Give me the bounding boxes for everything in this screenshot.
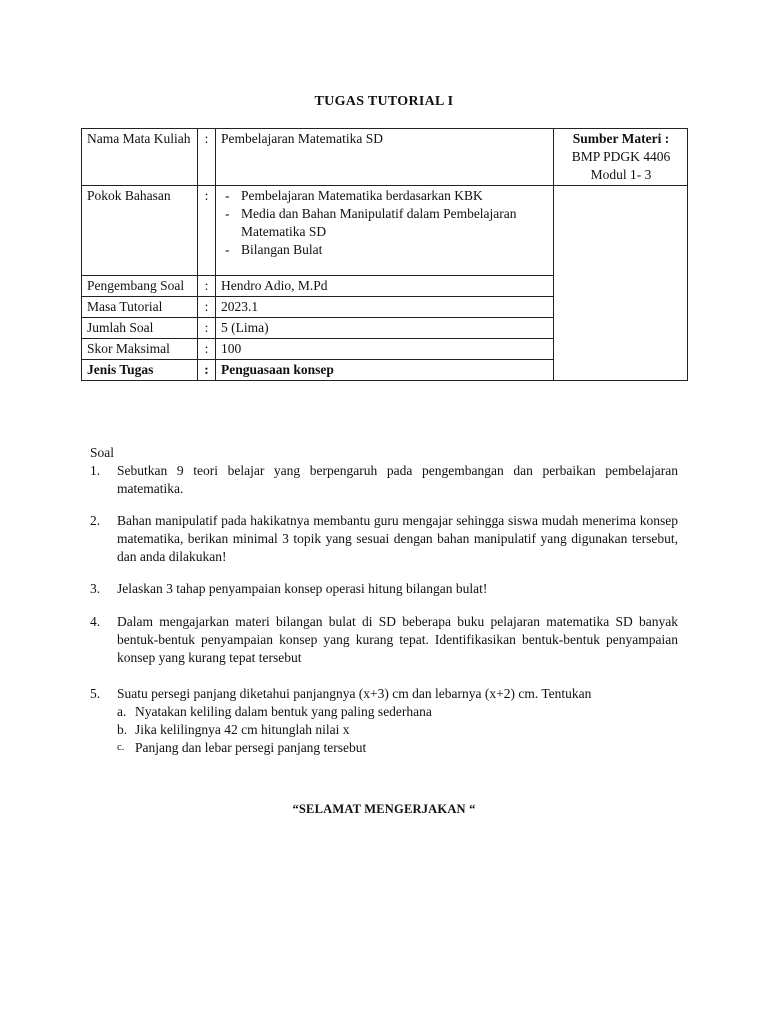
jenis-tugas-label: Jenis Tugas <box>82 360 198 381</box>
skor-maksimal-value: 100 <box>216 339 554 360</box>
course-info-table <box>81 128 688 381</box>
question-number: 3. <box>90 581 101 596</box>
sub-question-label: a. <box>117 704 127 719</box>
pokok-bahasan-list <box>221 187 549 259</box>
question-3 <box>90 580 678 598</box>
sub-question-text: Nyatakan keliling dalam bentuk yang paling sederhana <box>135 704 432 719</box>
question-2 <box>90 512 678 566</box>
sumber-materi-empty-cell <box>554 186 688 381</box>
question-text: Jelaskan 3 tahap penyampaian konsep operasi hitung bilangan bulat! <box>117 581 488 596</box>
nama-mata-kuliah-value: Pembelajaran Matematika SD <box>216 129 554 186</box>
list-item: - Media dan Bahan Manipulatif dalam Pembelajaran Matematika SD <box>221 205 549 241</box>
pokok-bahasan-label: Pokok Bahasan <box>82 186 198 276</box>
pokok-bahasan-value <box>216 186 554 276</box>
list-item: - Bilangan Bulat <box>221 241 549 259</box>
masa-tutorial-value: 2023.1 <box>216 297 554 318</box>
jumlah-soal-label: Jumlah Soal <box>82 318 198 339</box>
colon: : <box>198 276 216 297</box>
row-nama-mata-kuliah <box>82 129 688 186</box>
document-title: TUGAS TUTORIAL I <box>314 94 454 109</box>
jumlah-soal-value: 5 (Lima) <box>216 318 554 339</box>
skor-maksimal-label: Skor Maksimal <box>82 339 198 360</box>
question-5-body <box>117 685 678 757</box>
question-number: 4. <box>90 614 101 629</box>
closing-message: “SELAMAT MENGERJAKAN “ <box>292 802 476 816</box>
question-text: Bahan manipulatif pada hakikatnya membantu guru mengajar sehingga siswa mudah menerima konsep matematika, berikan minimal 3 topik yang sesuai dengan bahan manipulatif yang digunakan tersebut, dan anda dilakukan! <box>117 513 678 564</box>
sub-question-b <box>117 721 678 739</box>
question-5 <box>90 685 678 757</box>
sumber-materi-cell <box>554 129 688 186</box>
soal-heading: Soal <box>90 445 115 460</box>
sumber-materi-label: Sumber Materi : <box>572 131 670 146</box>
pengembang-soal-value: Hendro Adio, M.Pd <box>216 276 554 297</box>
colon: : <box>198 297 216 318</box>
list-item: - Pembelajaran Matematika berdasarkan KBK <box>221 187 549 205</box>
colon: : <box>198 186 216 276</box>
colon: : <box>198 339 216 360</box>
question-number: 1. <box>90 463 101 478</box>
sumber-materi-line2: Modul 1- 3 <box>590 167 652 182</box>
sub-question-c <box>117 739 678 757</box>
question-text: Sebutkan 9 teori belajar yang berpengaruh pada pengembangan dan perbaikan pembelajaran matematika. <box>117 463 678 496</box>
question-4 <box>90 613 678 667</box>
colon: : <box>198 360 216 381</box>
sub-question-text: Panjang dan lebar persegi panjang tersebut <box>135 740 367 755</box>
question-1 <box>90 462 678 498</box>
pengembang-soal-label: Pengembang Soal <box>82 276 198 297</box>
sub-question-label: c. <box>117 742 125 753</box>
sub-question-a <box>117 703 678 721</box>
sumber-materi-line1: BMP PDGK 4406 <box>571 149 671 164</box>
question-number: 2. <box>90 513 101 528</box>
colon: : <box>198 318 216 339</box>
question-number: 5. <box>90 686 101 701</box>
row-pokok-bahasan <box>82 186 688 276</box>
question-text: Dalam mengajarkan materi bilangan bulat di SD beberapa buku pelajaran matematika SD banyak bentuk-bentuk penyampaian konsep yang kurang tepat. Identifikasikan bentuk-bentuk penyampaian konsep yang kurang tepat tersebut <box>117 614 678 665</box>
question-text: Suatu persegi panjang diketahui panjangnya (x+3) cm dan lebarnya (x+2) cm. Tentukan <box>117 686 592 701</box>
colon: : <box>198 129 216 186</box>
sub-question-text: Jika kelilingnya 42 cm hitunglah nilai x <box>135 722 350 737</box>
sub-question-label: b. <box>117 722 128 737</box>
nama-mata-kuliah-label: Nama Mata Kuliah <box>82 129 198 186</box>
jenis-tugas-value: Penguasaan konsep <box>216 360 554 381</box>
masa-tutorial-label: Masa Tutorial <box>82 297 198 318</box>
